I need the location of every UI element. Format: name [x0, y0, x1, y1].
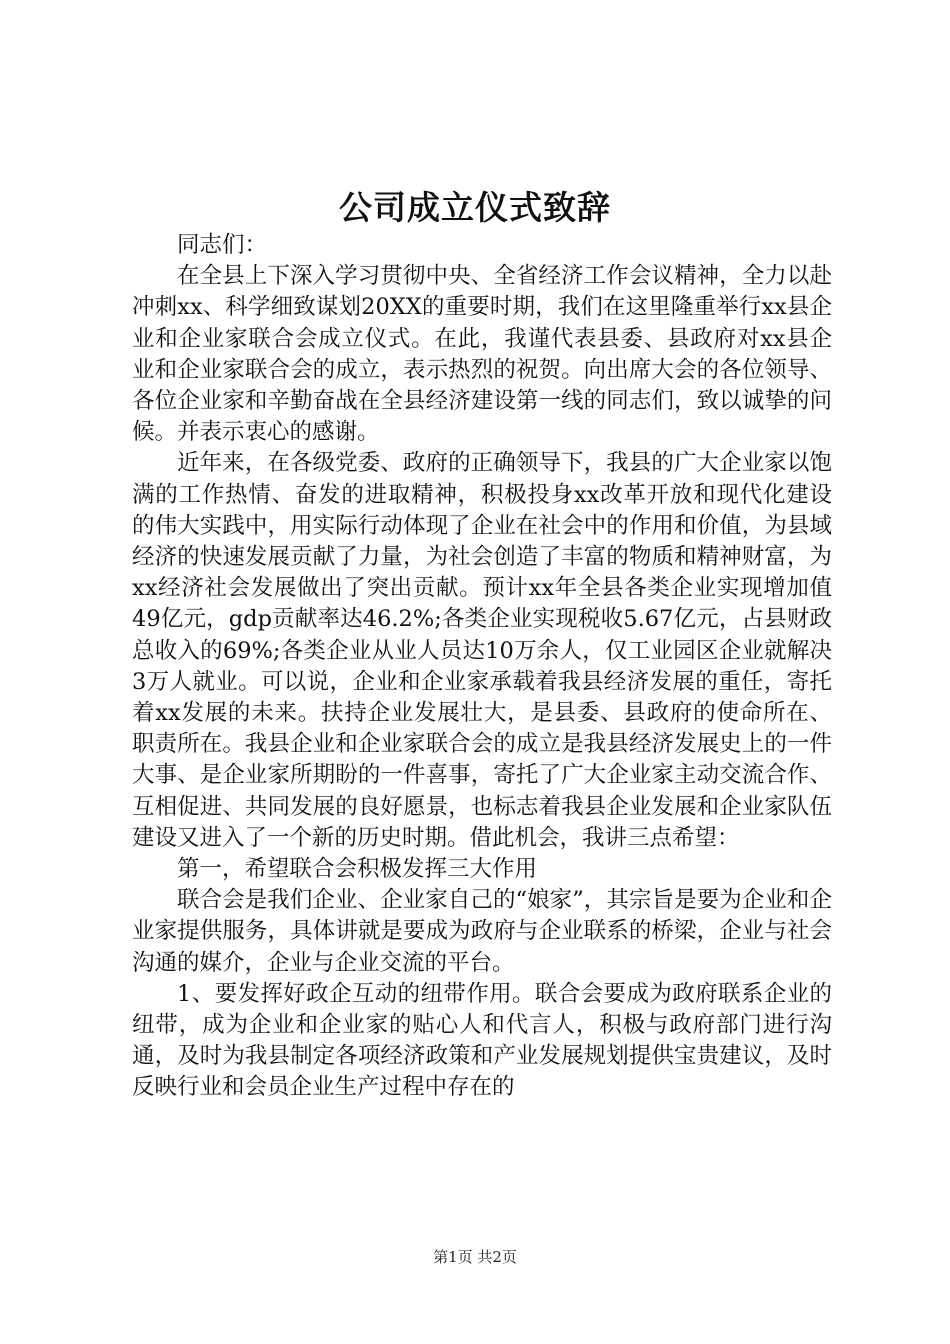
paragraph: 1、要发挥好政企互动的纽带作用。联合会要成为政府联系企业的纽带，成为企业和企业家的贴心人和代言人，积极与政府部门进行沟通，及时为我县制定各项经济政策和产业发展规划提供宝贵建议，及时反映行业和会员企业生产过程中存在的 [132, 980, 832, 1101]
paragraph: 联合会是我们企业、企业家自己的“娘家”，其宗旨是要为企业和企业家提供服务，具体讲就是要成为政府与企业联系的桥梁，企业与社会沟通的媒介，企业与企业交流的平台。 [132, 887, 832, 976]
document-title: 公司成立仪式致辞 [339, 188, 611, 227]
salutation: 同志们： [177, 232, 268, 258]
paragraph: 近年来，在各级党委、政府的正确领导下，我县的广大企业家以饱满的工作热情、奋发的进取精神，积极投身xx改革开放和现代化建设的伟大实践中，用实际行动体现了企业在社会中的作用和价值，为县域经济的快速发展贡献了力量，为社会创造了丰富的物质和精神财富，为xx经济社会发展做出了突出贡献。预计xx年全县各类企业实现增加值49亿元，gdp贡献率达46.2%;各类企业实现税收5.67亿元，占县财政总收入的69%;各类企业从业人员达10万余人，仅工业园区企业就解决3万人就业。可以说，企业和企业家承载着我县经济发展的重任，寄托着xx发展的未来。扶持企业发展壮大，是县委、县政府的使命所在、职责所在。我县企业和企业家联合会的成立是我县经济发展史上的一件大事、是企业家所期盼的一件喜事，寄托了广大企业家主动交流合作、互相促进、共同发展的良好愿景，也标志着我县企业发展和企业家队伍建设又进入了一个新的历史时期。借此机会，我讲三点希望： [132, 450, 832, 851]
page-number-footer: 第1页 共2页 [433, 1248, 517, 1266]
section-heading: 第一，希望联合会积极发挥三大作用 [177, 856, 538, 883]
paragraph: 在全县上下深入学习贯彻中央、全省经济工作会议精神，全力以赴冲刺xx、科学细致谋划20XX的重要时期，我们在这里隆重举行xx县企业和企业家联合会成立仪式。在此，我谨代表县委、县政府对xx县企业和企业家联合会的成立，表示热烈的祝贺。向出席大会的各位领导、各位企业家和辛勤奋战在全县经济建设第一线的同志们，致以诚挚的问候。并表示衷心的感谢。 [132, 263, 832, 446]
document-body [132, 230, 832, 1104]
